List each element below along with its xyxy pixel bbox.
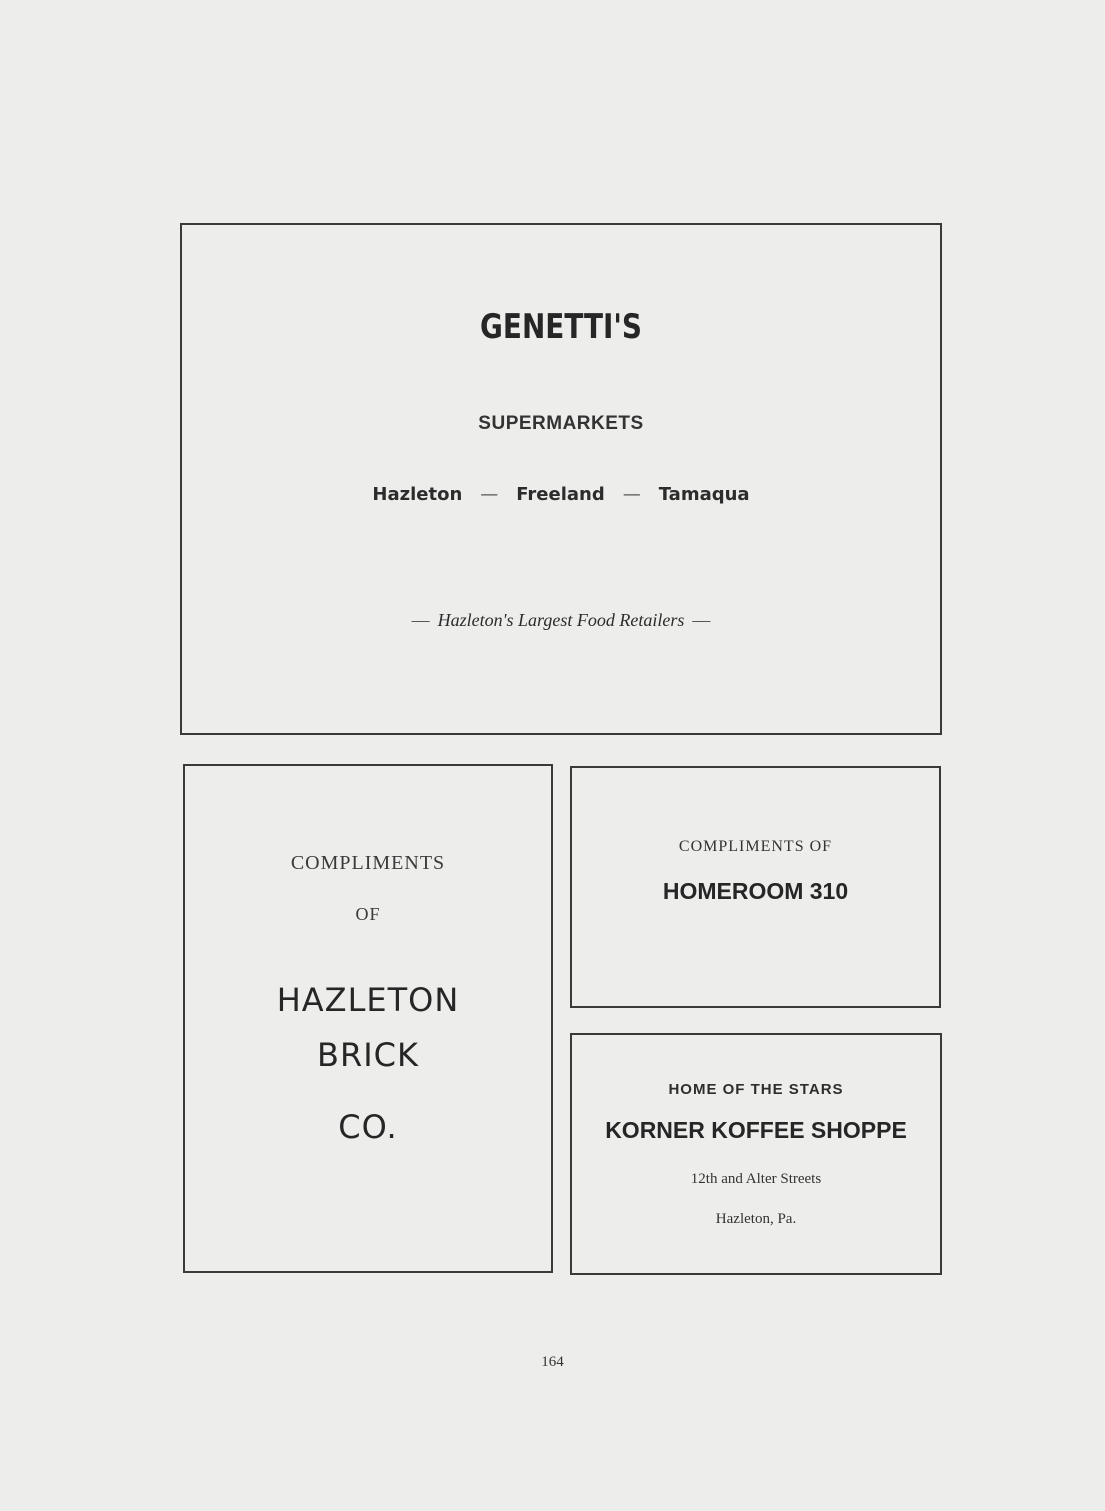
town-separator: — (622, 484, 641, 505)
homeroom-310-ad (570, 766, 941, 1008)
brick-name-co: CO. (338, 1108, 398, 1146)
brick-name-brick: BRICK (317, 1036, 419, 1074)
slogan-dash: — (411, 610, 430, 630)
homeroom-name: HOMEROOM 310 (662, 878, 849, 904)
hazleton-brick-ad (183, 764, 553, 1273)
town-hazleton: Hazleton (372, 484, 463, 505)
genettis-slogan (182, 610, 940, 631)
genettis-ad (180, 223, 942, 735)
slogan-text: Hazleton's Largest Food Retailers (437, 610, 685, 630)
page-number: 164 (541, 1354, 564, 1370)
town-freeland: Freeland (516, 484, 605, 505)
slogan-dash: — (692, 610, 711, 630)
brick-of: OF (355, 904, 381, 924)
genettis-name: GENETTI'S (480, 307, 642, 347)
homeroom-compliments: COMPLIMENTS OF (678, 838, 833, 855)
brick-name-hazleton: HAZLETON (276, 981, 460, 1019)
town-tamaqua: Tamaqua (658, 484, 750, 505)
korner-name: KORNER KOFFEE SHOPPE (605, 1117, 907, 1143)
genettis-towns (182, 484, 940, 505)
korner-city: Hazleton, Pa. (715, 1211, 797, 1227)
korner-koffee-ad (570, 1033, 942, 1275)
brick-compliments: COMPLIMENTS (290, 852, 446, 874)
genettis-subtitle: SUPERMARKETS (478, 413, 644, 434)
korner-address: 12th and Alter Streets (690, 1171, 822, 1187)
town-separator: — (480, 484, 499, 505)
korner-tagline: HOME OF THE STARS (668, 1081, 844, 1098)
